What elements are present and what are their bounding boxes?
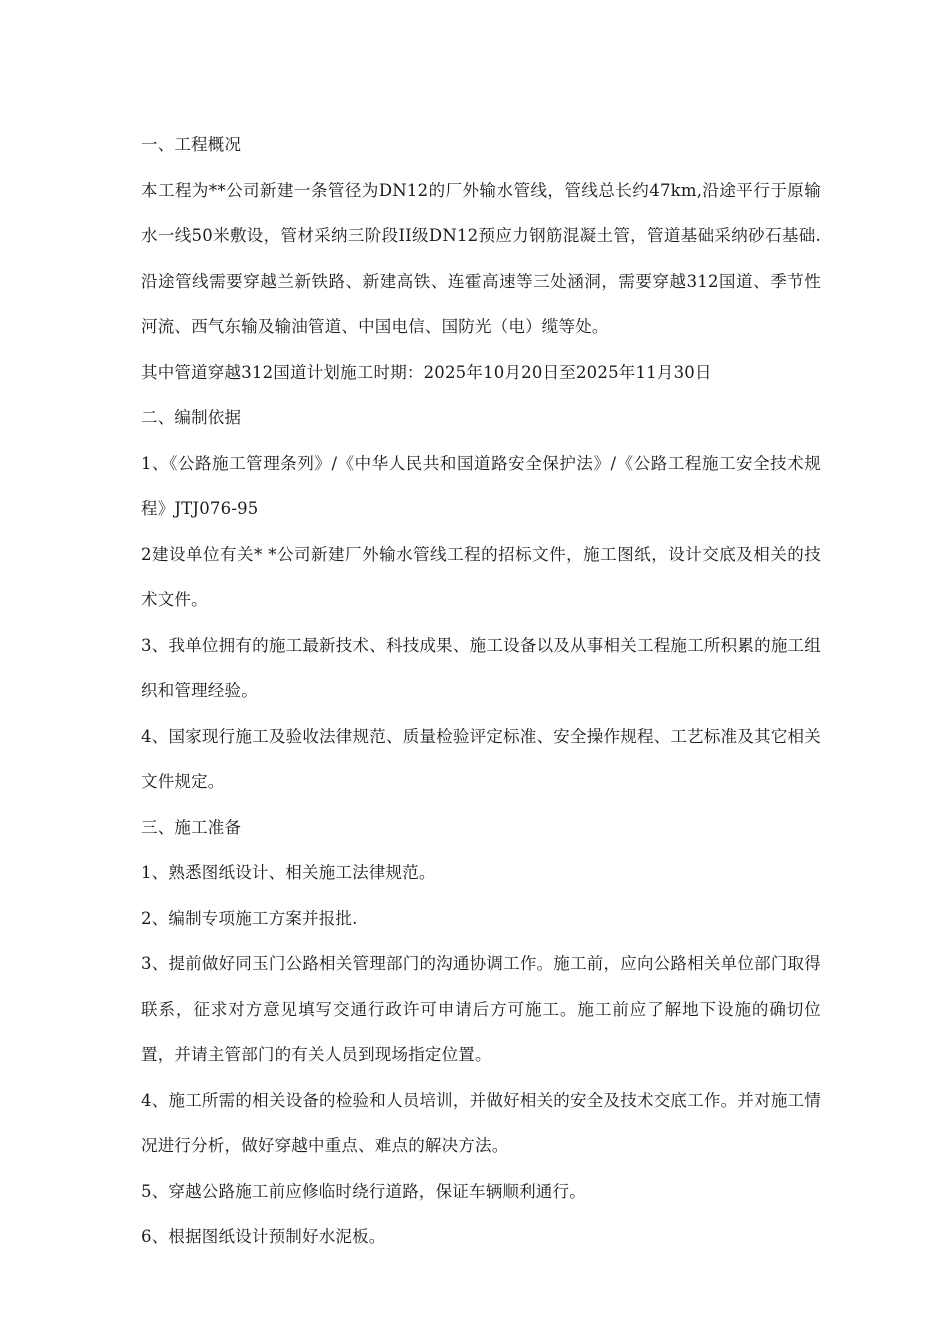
section-heading-basis: 二、编制依据 — [141, 408, 242, 427]
section-heading-preparation: 三、施工准备 — [141, 817, 242, 837]
preparation-item-6: 6、根据图纸设计预制好水泥板。 — [141, 1227, 386, 1246]
section-heading-overview: 一、工程概况 — [141, 135, 242, 154]
preparation-item-3: 3、提前做好同玉门公路相关管理部门的沟通协调工作。施工前，应向公路相关单位部门取得联系，征求对方意见填写交通行政许可申请后方可施工。施工前应了解地下设施的确切位置，并请主管部门的有关人员到现场指定位置。 — [141, 954, 821, 1064]
preparation-item-5: 5、穿越公路施工前应修临时绕行道路，保证车辆顺利通行。 — [141, 1181, 586, 1201]
basis-item-1: 1、《公路施工管理条列》/《中华人民共和国道路安全保护法》/《公路工程施工安全技术规程》JTJ076-95 — [141, 453, 821, 518]
basis-item-4: 4、国家现行施工及验收法律规范、质量检验评定标准、安全操作规程、工艺标准及其它相关文件规定。 — [141, 726, 821, 791]
preparation-item-2: 2、编制专项施工方案并报批. — [141, 908, 358, 928]
basis-item-3: 3、我单位拥有的施工最新技术、科技成果、施工设备以及从事相关工程施工所积累的施工组织和管理经验。 — [141, 635, 821, 700]
overview-paragraph: 本工程为**公司新建一条管径为DN12的厂外输水管线，管线总长约47km,沿途平行于原输水一线50米敷设，管材采纳三阶段II级DN12预应力钢筋混凝土管，管道基础采纳砂石基础.沿途管线需要穿越兰新铁路、新建高铁、连霍高速等三处涵洞，需要穿越312国道、季节性河流、西气东输及输油管道、中国电信、国防光（电）缆等处。 — [141, 180, 821, 336]
preparation-item-1: 1、熟悉图纸设计、相关施工法律规范。 — [141, 863, 436, 882]
schedule-paragraph: 其中管道穿越312国道计划施工时期：2025年10月20日至2025年11月30日 — [141, 362, 712, 382]
preparation-item-4: 4、施工所需的相关设备的检验和人员培训，并做好相关的安全及技术交底工作。并对施工情况进行分析，做好穿越中重点、难点的解决方法。 — [141, 1090, 821, 1155]
basis-item-2: 2建设单位有关* *公司新建厂外输水管线工程的招标文件，施工图纸，设计交底及相关的技术文件。 — [141, 544, 821, 609]
document-body — [141, 122, 821, 1260]
